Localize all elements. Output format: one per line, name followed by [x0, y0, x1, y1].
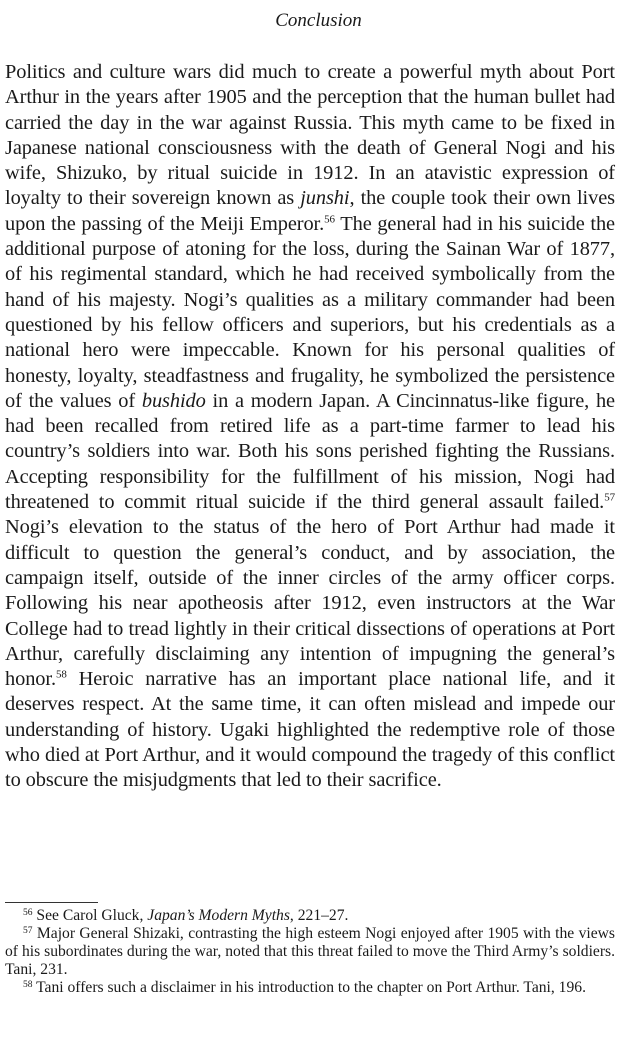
footnote-57 — [5, 925, 615, 979]
footnote-text: , 221–27. — [289, 907, 349, 924]
text-segment-5: Nogi’s elevation to the status of the hero of Port Arthur had made it difficult to question the general’s conduct, and by association, the campaign itself, outside of the inner circles of the army officer corps. Following his near apotheosis after 1912, even instructors at the War College had to tread lightly in their critical dissections of operations at Port Arthur, carefully disclaiming any intention of impugning the general’s honor. — [5, 516, 615, 691]
text-segment-1: Politics and culture wars did much to create a powerful myth about Port Arthur in the years after 1905 and the perception that the human bullet had carried the day in the war against Russia. This myth came to be fixed in Japanese national consciousness with the death of General Nogi and his wife, Shizuko, by ritual suicide in 1912. In an atavistic expression of loyalty to their sovereign known as — [5, 61, 615, 210]
footnote-text: See Carol Gluck, — [36, 907, 148, 924]
footnote-ref-56[interactable]: 56 — [324, 213, 335, 226]
footnote-book-title: Japan’s Modern Myths — [147, 907, 290, 924]
footnote-ref-58[interactable]: 58 — [55, 668, 67, 681]
running-head-title: Conclusion — [275, 10, 362, 31]
text-segment-6: Heroic narrative has an important place national life, and it deserves respect. At the same time, it can often mislead and impede our understanding of history. Ugaki highlighted the redemptive role of those who died at Port Arthur, and it would compound the tragedy of this conflict to obscure the misjudgments that led to their sacrifice. — [5, 668, 615, 792]
footnote-number: 58 — [23, 979, 33, 990]
footnote-text: Major General Shizaki, contrasting the high esteem Nogi enjoyed after 1905 with the views of his subordinates during the war, noted that this threat failed to move the Third Army’s soldiers. Tani, 231. — [5, 925, 615, 978]
footnote-ref-57[interactable]: 57 — [604, 491, 615, 504]
footnote-56 — [5, 907, 615, 925]
footnote-number: 57 — [23, 925, 33, 936]
footnote-text: Tani offers such a disclaimer in his introduction to the chapter on Port Arthur. Tani, 196. — [36, 979, 586, 996]
footnote-divider — [5, 902, 98, 903]
text-segment-2: , the couple took their own lives upon the passing of the Meiji Emperor. — [5, 187, 615, 235]
italic-term-junshi: junshi — [300, 187, 350, 210]
text-segment-3: The general had in his suicide the additional purpose of atoning for the loss, during the Sainan War of 1877, of his regimental standard, which he had received symbolically from the hand of his majesty. Nogi’s qualities as a military commander had been questioned by his fellow officers and superiors, but his credentials as a national hero were impeccable. Known for his personal qualities of honesty, loyalty, steadfastness and frugality, he symbolized the persistence of the values of — [5, 212, 615, 412]
main-paragraph — [5, 60, 615, 794]
footnote-number: 56 — [23, 907, 33, 918]
footnote-58 — [5, 979, 615, 997]
text-segment-4: in a modern Japan. A Cincinnatus-like figure, he had been recalled from retired life as a part-time farmer to lead his country’s soldiers into war. Both his sons perished fighting the Russians. Accepting responsibility for the fulfillment of his mission, Nogi had threatened to commit ritual suicide if the third general assault failed. — [5, 389, 616, 514]
italic-term-bushido: bushido — [141, 389, 206, 412]
paragraph-text — [5, 60, 615, 794]
footnotes-section — [5, 907, 615, 997]
